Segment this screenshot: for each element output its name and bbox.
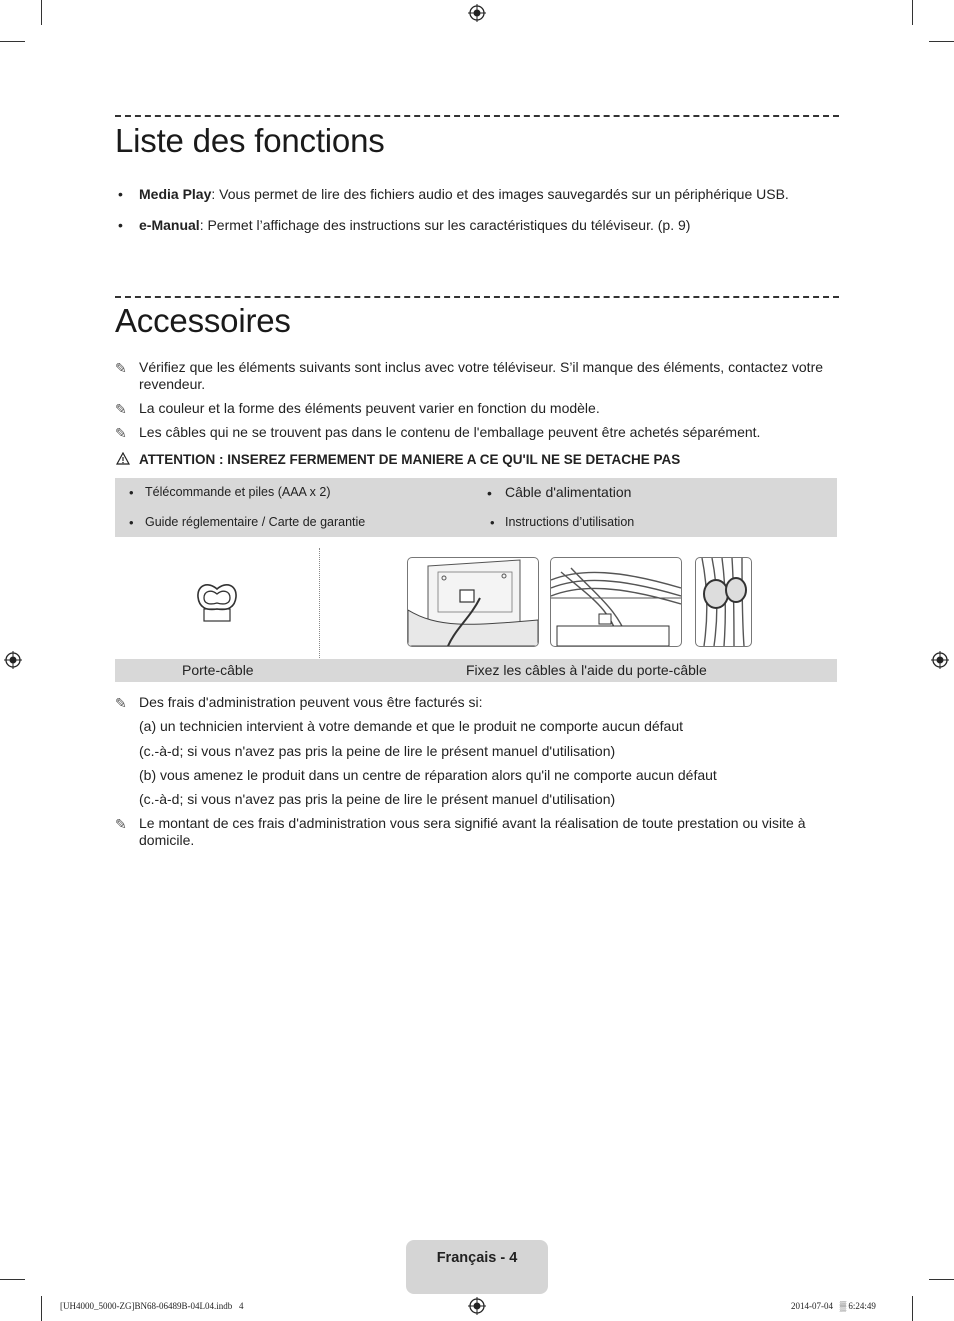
feature-item-media-play (139, 186, 829, 203)
bullet: • (118, 217, 123, 233)
registration-mark-icon (931, 651, 949, 669)
section-divider (115, 115, 839, 117)
caption-fix-cables: Fixez les câbles à l'aide du porte-câble (466, 662, 707, 678)
note-text: Les câbles qui ne se trouvent pas dans le contenu de l'emballage peuvent être achetés séparément. (139, 424, 761, 440)
bullet: • (487, 485, 492, 501)
fees-line: (a) un technicien intervient à votre demande et que le produit ne comporte aucun défaut (139, 718, 684, 734)
footer-timestamp: 2014-07-04 ▒ 6:24:49 (791, 1301, 876, 1311)
accessory-item: Câble d'alimentation (505, 484, 632, 500)
crop-mark (41, 1296, 42, 1321)
warning-triangle-icon (116, 452, 130, 465)
pencil-note-icon: ✎ (115, 360, 127, 376)
registration-mark-icon (468, 1297, 486, 1315)
crop-mark (912, 0, 913, 25)
feature-desc: : Permet l’affichage des instructions sur les caractéristiques du téléviseur. (p. 9) (199, 217, 691, 233)
registration-mark-icon (4, 651, 22, 669)
fees-line: (c.-à-d; si vous n'avez pas pris la peine de lire le présent manuel d'utilisation) (139, 743, 616, 759)
accessory-item: Instructions d’utilisation (505, 515, 635, 529)
footer-file: [UH4000_5000-ZG]BN68-06489B-04L04.indb 4 (60, 1301, 244, 1311)
pencil-note-icon: ✎ (115, 695, 127, 711)
bullet: • (118, 186, 123, 202)
registration-mark-icon (468, 4, 486, 22)
accessory-item: Télécommande et piles (AAA x 2) (145, 485, 331, 499)
page-number: Français - 4 (436, 1250, 518, 1266)
crop-mark (41, 0, 42, 25)
section-title-accessories: Accessoires (115, 302, 291, 339)
caption-cable-holder: Porte-câble (182, 662, 254, 678)
bullet: • (129, 515, 134, 530)
note-text: La couleur et la forme des éléments peuvent varier en fonction du modèle. (139, 400, 600, 416)
crop-mark (929, 41, 954, 42)
note-text: Vérifiez que les éléments suivants sont inclus avec votre téléviseur. S’il manque des éléments, contactez votre revendeur. (139, 359, 824, 392)
column-divider (319, 548, 320, 658)
crop-mark (929, 1279, 954, 1280)
feature-item-e-manual (139, 217, 829, 234)
cable-bundle-detail-image (695, 557, 752, 647)
pencil-note-icon: ✎ (115, 401, 127, 417)
crop-mark (0, 1279, 25, 1280)
fees-line: (c.-à-d; si vous n'avez pas pris la peine de lire le présent manuel d'utilisation) (139, 791, 616, 807)
fees-line: (b) vous amenez le produit dans un centre de réparation alors qu'il ne comporte aucun défaut (139, 767, 717, 783)
section-divider (115, 296, 839, 298)
crop-mark (912, 1296, 913, 1321)
page-number-tab (406, 1240, 548, 1294)
accessory-item: Guide réglementaire / Carte de garantie (145, 515, 366, 529)
section-title-features: Liste des fonctions (115, 122, 385, 159)
fees-intro: Des frais d'administration peuvent vous être facturés si: (139, 694, 483, 710)
crop-mark (0, 41, 25, 42)
warning-text: ATTENTION : INSEREZ FERMEMENT DE MANIERE A CE QU'IL NE SE DETACHE PAS (139, 452, 681, 467)
tv-stand-cable-image (550, 557, 682, 647)
bullet: • (129, 485, 134, 500)
feature-term: Media Play (139, 186, 212, 202)
fees-closing: Le montant de ces frais d'administration vous sera signifié avant la réalisation de toute prestation ou visite à domicile. (139, 815, 806, 848)
cable-holder-image (192, 579, 242, 625)
feature-term: e-Manual (139, 217, 200, 233)
bullet: • (490, 515, 495, 530)
feature-desc: : Vous permet de lire des fichiers audio et des images sauvegardés sur un périphérique USB. (211, 186, 789, 202)
pencil-note-icon: ✎ (115, 425, 127, 441)
tv-back-cable-image (407, 557, 539, 647)
pencil-note-icon: ✎ (115, 816, 127, 832)
